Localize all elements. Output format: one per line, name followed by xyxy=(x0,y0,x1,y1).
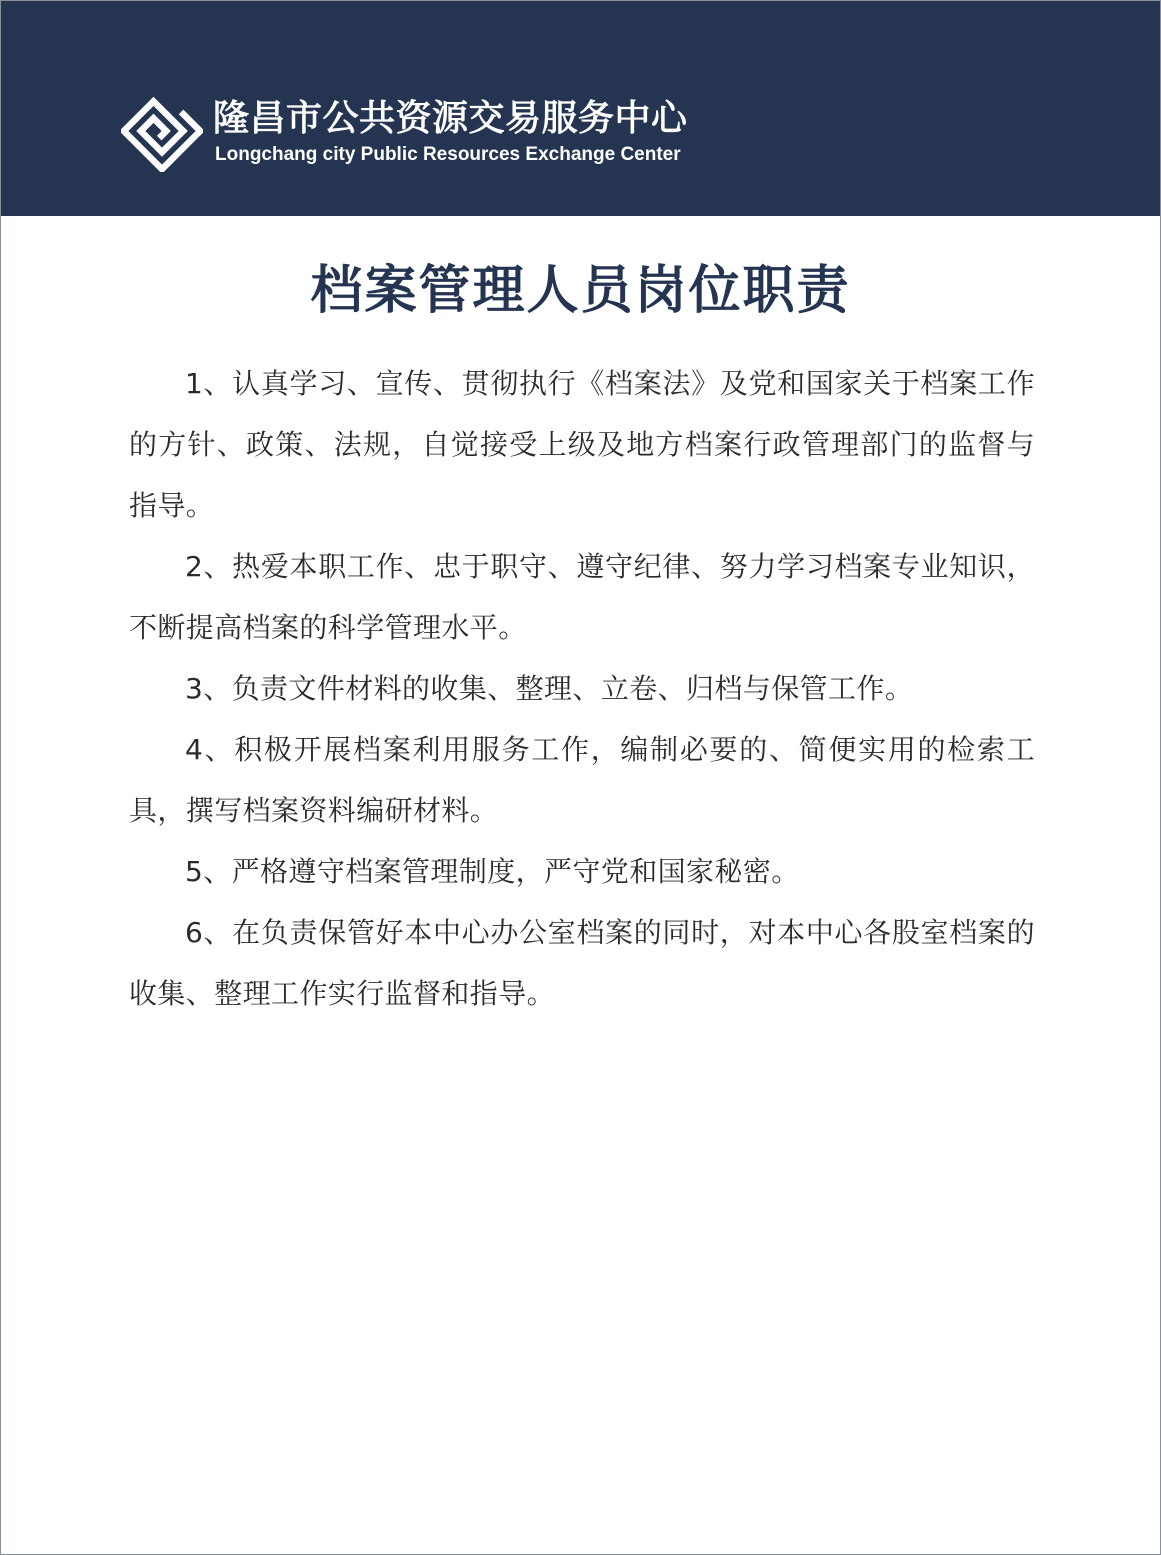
header-banner xyxy=(1,1,1160,216)
duty-item: 5、严格遵守档案管理制度，严守党和国家秘密。 xyxy=(185,855,800,888)
duties-list xyxy=(129,353,1035,1024)
duty-item: 6、在负责保管好本中心办公室档案的同时，对本中心各股室档案的收集、整理工作实行监督和指导。 xyxy=(129,916,1035,1010)
duty-item: 4、积极开展档案利用服务工作，编制必要的、简便实用的检索工具，撰写档案资料编研材料。 xyxy=(129,733,1035,827)
square-spiral-logo-icon xyxy=(121,90,203,172)
document-title: 档案管理人员岗位职责 xyxy=(310,261,851,321)
duty-item: 2、热爱本职工作、忠于职守、遵守纪律、努力学习档案专业知识，不断提高档案的科学管理水平。 xyxy=(129,550,1035,644)
duty-item: 3、负责文件材料的收集、整理、立卷、归档与保管工作。 xyxy=(185,672,914,705)
organization-name: 隆昌市公共资源交易服务中心 xyxy=(213,98,688,139)
organization-name-english: Longchang city Public Resources Exchange Center xyxy=(215,144,681,165)
duty-item: 1、认真学习、宣传、贯彻执行《档案法》及党和国家关于档案工作的方针、政策、法规，自觉接受上级及地方档案行政管理部门的监督与指导。 xyxy=(129,367,1035,522)
